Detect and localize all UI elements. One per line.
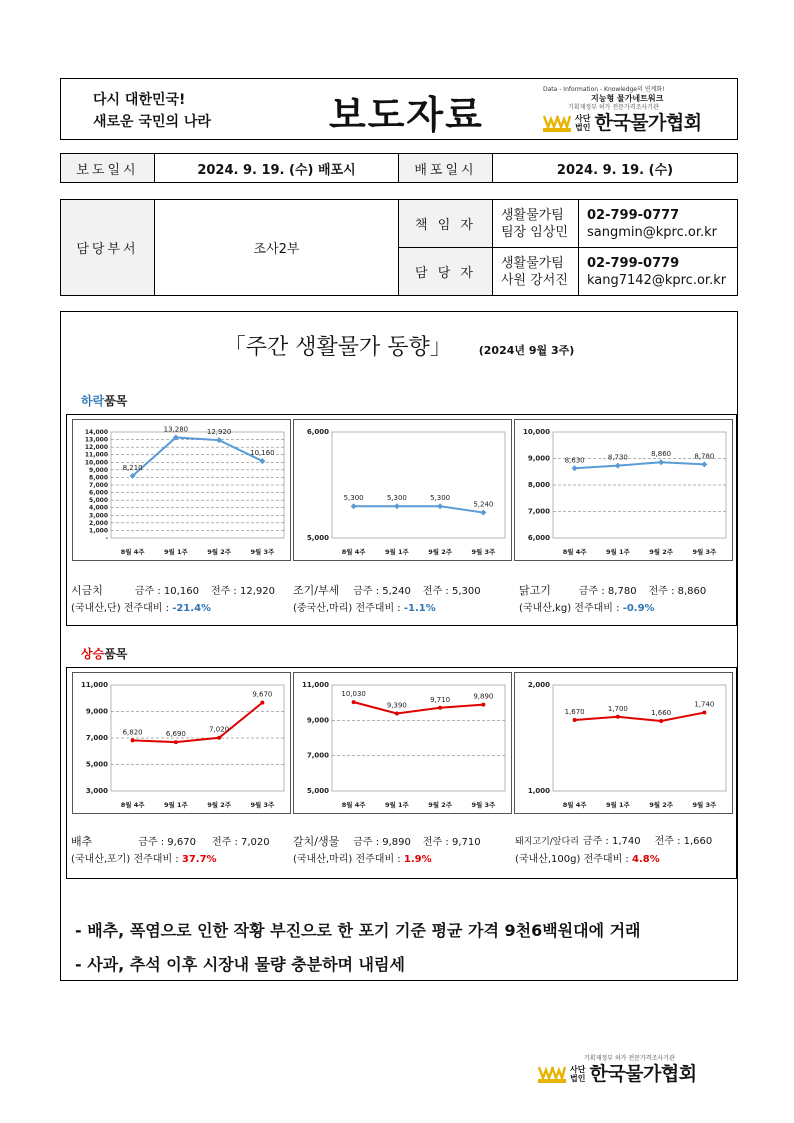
data-label: 8,210 [122,463,143,472]
x-tick-label: 9월 2주 [207,801,232,809]
data-point [352,700,356,704]
y-tick-label: 6,000 [89,489,108,497]
data-point [131,738,135,742]
data-label: 9,890 [473,692,494,701]
staff-name: 사원 강서진 [501,272,568,288]
department-label: 담당부서 [61,200,155,296]
item-origin: (국내산,마리) [293,854,353,865]
x-tick-label: 9월 2주 [428,548,453,556]
item-name: 배추 [71,835,93,848]
series-line [575,713,705,721]
this-week: 금주 : 10,160 [134,586,199,597]
y-tick-label: 2,000 [89,519,108,527]
data-point [616,715,620,719]
series-line [133,703,263,742]
change-value: -0.9% [622,603,655,614]
y-tick-label: 10,000 [84,459,108,467]
y-tick-label: 7,000 [85,734,108,742]
org-legal-form [575,114,590,132]
data-label: 9,670 [252,690,273,699]
y-tick-label: 3,000 [85,787,108,795]
data-point [573,718,577,722]
y-tick-label: 9,000 [89,466,108,474]
chart-spinach-svg [73,420,290,560]
y-tick-label: 9,000 [85,707,108,716]
chart-croaker [293,419,512,561]
org-legal-line-2: 법인 [575,123,591,132]
chart-spinach [72,419,291,561]
this-week: 금주 : 8,780 [578,586,637,597]
data-label: 8,630 [564,456,585,465]
chart-hairtail-svg [294,673,511,813]
data-point [437,503,443,509]
y-tick-label: 12,000 [84,444,108,452]
data-point [481,703,485,707]
data-label: 5,240 [473,500,494,509]
item-origin: (중국산,마리) [293,603,353,614]
x-tick-label: 9월 2주 [649,801,674,809]
y-tick-label: 7,000 [527,507,550,516]
data-label: 10,030 [341,690,366,699]
slogan-line-1: 다시 대한민국! [93,92,186,108]
stat-chicken [519,582,706,617]
slogan [93,89,211,133]
data-point [438,706,442,710]
y-tick-label: 5,000 [306,534,329,542]
x-tick-label: 8월 4주 [120,801,145,809]
data-point [615,463,621,469]
x-tick-label: 8월 4주 [562,801,587,809]
page-title: 보도자료 [329,93,484,137]
x-tick-label: 8월 4주 [341,548,366,556]
data-point [351,503,357,509]
chart-cabbage-svg [73,673,290,813]
footer-org-name: 한국물가협회 [589,1063,697,1085]
y-tick-label: 7,000 [89,482,108,489]
this-week: 금주 : 1,740 [582,836,641,847]
y-tick-label: 11,000 [84,451,108,459]
distribution-date-value: 2024. 9. 19. (수) [493,154,738,183]
change-label: 전주대비 : [583,854,629,865]
data-point [395,711,399,715]
change-label: 전주대비 : [355,854,401,865]
falling-highlight: 하락 [81,394,105,408]
last-week: 전주 : 7,020 [211,837,270,848]
report-body [60,311,738,981]
y-tick-label: 7,000 [306,751,329,760]
data-label: 5,300 [343,494,364,503]
distribution-date-label: 배포일시 [399,154,493,183]
data-label: 12,920 [206,428,232,437]
chart-pork-svg [515,673,732,813]
data-label: 13,280 [163,425,189,434]
footer-logo [538,1055,738,1083]
x-tick-label: 9월 2주 [649,548,674,556]
x-tick-label: 9월 2주 [207,548,232,556]
y-tick-label: 1,000 [527,787,550,795]
change-label: 전주대비 : [123,603,170,614]
item-name: 닭고기 [519,584,551,597]
staff-team: 생활물가팀 [501,255,564,271]
this-week: 금주 : 5,240 [353,586,411,597]
last-week: 전주 : 8,860 [648,586,707,597]
change-value: 37.7% [181,854,217,865]
series-line [575,462,705,468]
falling-suffix: 품목 [104,394,128,408]
staff-label: 담 당 자 [399,248,493,296]
last-week: 전주 : 9,710 [422,837,481,848]
contact-table [60,199,738,296]
data-point [260,701,264,705]
y-tick-label: 11,000 [80,681,108,689]
x-tick-label: 9월 1주 [605,801,630,809]
org-block [543,85,733,132]
this-week: 금주 : 9,670 [138,837,196,848]
x-tick-label: 9월 1주 [163,548,188,556]
staff-team-cell [493,248,579,296]
last-week: 전주 : 12,920 [210,586,275,597]
data-point [658,459,664,465]
footer-org-legal-line-2: 법인 [570,1074,586,1083]
report-title [61,330,737,361]
staff-phone: 02-799-0779 [587,255,680,271]
y-tick-label: 9,000 [306,716,329,725]
data-label: 8,730 [607,453,628,462]
report-title-text: 「주간 생활물가 동향」 [223,335,452,360]
y-tick-label: 14,000 [84,429,108,436]
series-line [354,506,484,512]
last-week: 전주 : 1,660 [654,836,713,847]
chart-hairtail [293,672,512,814]
item-name: 시금치 [71,584,103,597]
chart-cabbage [72,672,291,814]
y-tick-label: 11,000 [301,681,329,689]
data-point [217,736,221,740]
y-tick-label: 10,000 [522,428,550,436]
change-label: 전주대비 : [574,603,620,614]
x-tick-label: 9월 3주 [692,548,717,556]
data-point [174,740,178,744]
chart-chicken-svg [515,420,732,560]
item-name: 갈치/생물 [293,835,340,848]
stat-hairtail [293,833,481,868]
data-label: 1,660 [651,709,672,718]
chart-chicken [514,419,733,561]
rising-suffix: 품목 [104,647,128,661]
footer-logo-icon [538,1065,566,1083]
org-logo-icon [543,114,571,132]
y-tick-label: 9,000 [527,454,550,463]
department-value: 조사2부 [155,200,399,296]
data-label: 5,300 [386,494,407,503]
data-point [480,510,486,516]
data-label: 6,820 [122,728,143,737]
data-label: 8,780 [694,452,715,461]
manager-team-cell [493,200,579,248]
last-week: 전주 : 5,300 [422,586,481,597]
manager-phone: 02-799-0777 [587,207,680,223]
x-tick-label: 9월 2주 [428,801,453,809]
falling-chart-group [66,414,737,626]
series-line [354,702,484,713]
org-designation: 기획재정부 허가 전문가격조사기관 [568,104,659,111]
x-tick-label: 9월 3주 [692,801,717,809]
data-label: 1,700 [607,704,628,713]
y-tick-label: 8,000 [527,481,550,489]
slogan-line-2: 새로운 국민의 나라 [93,114,211,130]
manager-contact-cell [579,200,738,248]
x-tick-label: 8월 4주 [562,548,587,556]
data-label: 9,710 [430,695,451,704]
item-name: 조기/부세 [293,584,340,597]
footer-org-logo [538,1065,738,1083]
manager-team: 생활물가팀 [501,207,564,223]
y-tick-label: - [105,535,108,542]
y-tick-label: 5,000 [85,760,108,769]
change-label: 전주대비 : [355,603,401,614]
data-label: 5,300 [430,494,451,503]
y-tick-label: 8,000 [89,474,108,482]
data-label: 1,740 [694,700,715,709]
change-value: -1.1% [403,603,436,614]
stat-spinach [71,582,275,617]
x-tick-label: 9월 3주 [471,801,496,809]
x-tick-label: 9월 1주 [605,548,630,556]
y-tick-label: 4,000 [89,504,108,512]
change-value: 1.9% [403,854,432,865]
rising-section-label [81,645,127,662]
item-origin: (국내산,kg) [519,603,572,614]
summary-bullet-2: - 사과, 추석 이후 시장내 물량 충분하며 내림세 [75,955,405,974]
stat-croaker [293,582,481,617]
x-tick-label: 9월 1주 [384,548,409,556]
data-point [572,465,578,471]
release-date-table [60,153,738,183]
data-label: 6,690 [165,730,186,739]
item-name: 돼지고기/앞다리 [515,837,579,847]
change-value: -21.4% [172,603,212,614]
rising-highlight: 상승 [81,647,105,661]
this-week: 금주 : 9,890 [353,837,411,848]
data-point [702,711,706,715]
report-period: (2024년 9월 3주) [478,344,575,357]
x-tick-label: 8월 4주 [341,801,366,809]
chart-croaker-svg [294,420,511,560]
item-origin: (국내산,단) [71,603,121,614]
change-label: 전주대비 : [133,854,179,865]
footer-org-legal-form [570,1065,585,1083]
y-tick-label: 3,000 [89,512,108,520]
manager-email[interactable]: sangmin@kprc.or.kr [587,224,717,240]
report-date-value: 2024. 9. 19. (수) 배포시 [155,154,399,183]
plot-area [332,432,505,538]
y-tick-label: 5,000 [306,787,329,795]
data-label: 8,860 [651,450,672,459]
data-label: 9,390 [386,701,407,710]
falling-section-label [81,392,127,409]
header-box [60,78,738,140]
data-point [701,461,707,467]
footer-org-legal-line-1: 사단 [570,1065,586,1074]
y-tick-label: 2,000 [527,681,550,689]
chart-pork [514,672,733,814]
rising-chart-group [66,667,737,879]
x-tick-label: 8월 4주 [120,548,145,556]
x-tick-label: 9월 3주 [471,548,496,556]
org-tagline: Data - Information - Knowledge의 연계화! [543,86,665,93]
y-tick-label: 13,000 [84,436,108,444]
plot-area [332,685,505,791]
y-tick-label: 5,000 [89,497,108,505]
footer-org-designation: 기획재정부 허가 전문가격조사기관 [584,1055,675,1062]
x-tick-label: 9월 1주 [384,801,409,809]
manager-name: 팀장 임상민 [501,224,568,240]
org-logo [543,111,733,134]
manager-label: 책 임 자 [399,200,493,248]
change-value: 4.8% [631,854,660,865]
y-tick-label: 6,000 [306,428,329,436]
report-date-label: 보도일시 [61,154,155,183]
y-tick-label: 1,000 [89,527,108,535]
data-label: 7,020 [209,725,230,734]
x-tick-label: 9월 1주 [163,801,188,809]
item-origin: (국내산,100g) [515,854,581,865]
y-tick-label: 6,000 [527,534,550,542]
staff-contact-cell [579,248,738,296]
summary-bullets [75,914,641,982]
data-point [394,503,400,509]
org-network: 지능형 물가네트워크 [591,94,664,103]
data-label: 10,160 [250,449,275,458]
data-label: 1,670 [564,707,585,716]
stat-pork [515,833,712,868]
item-origin: (국내산,포기) [71,854,131,865]
org-name: 한국물가협회 [594,111,702,134]
data-point [659,719,663,723]
org-legal-line-1: 사단 [575,114,591,123]
x-tick-label: 9월 3주 [250,548,275,556]
staff-email[interactable]: kang7142@kprc.or.kr [587,272,727,288]
stat-cabbage [71,833,270,868]
x-tick-label: 9월 3주 [250,801,275,809]
summary-bullet-1: - 배추, 폭염으로 인한 작황 부진으로 한 포기 기준 평균 가격 9천6백원대에 거래 [75,921,641,940]
